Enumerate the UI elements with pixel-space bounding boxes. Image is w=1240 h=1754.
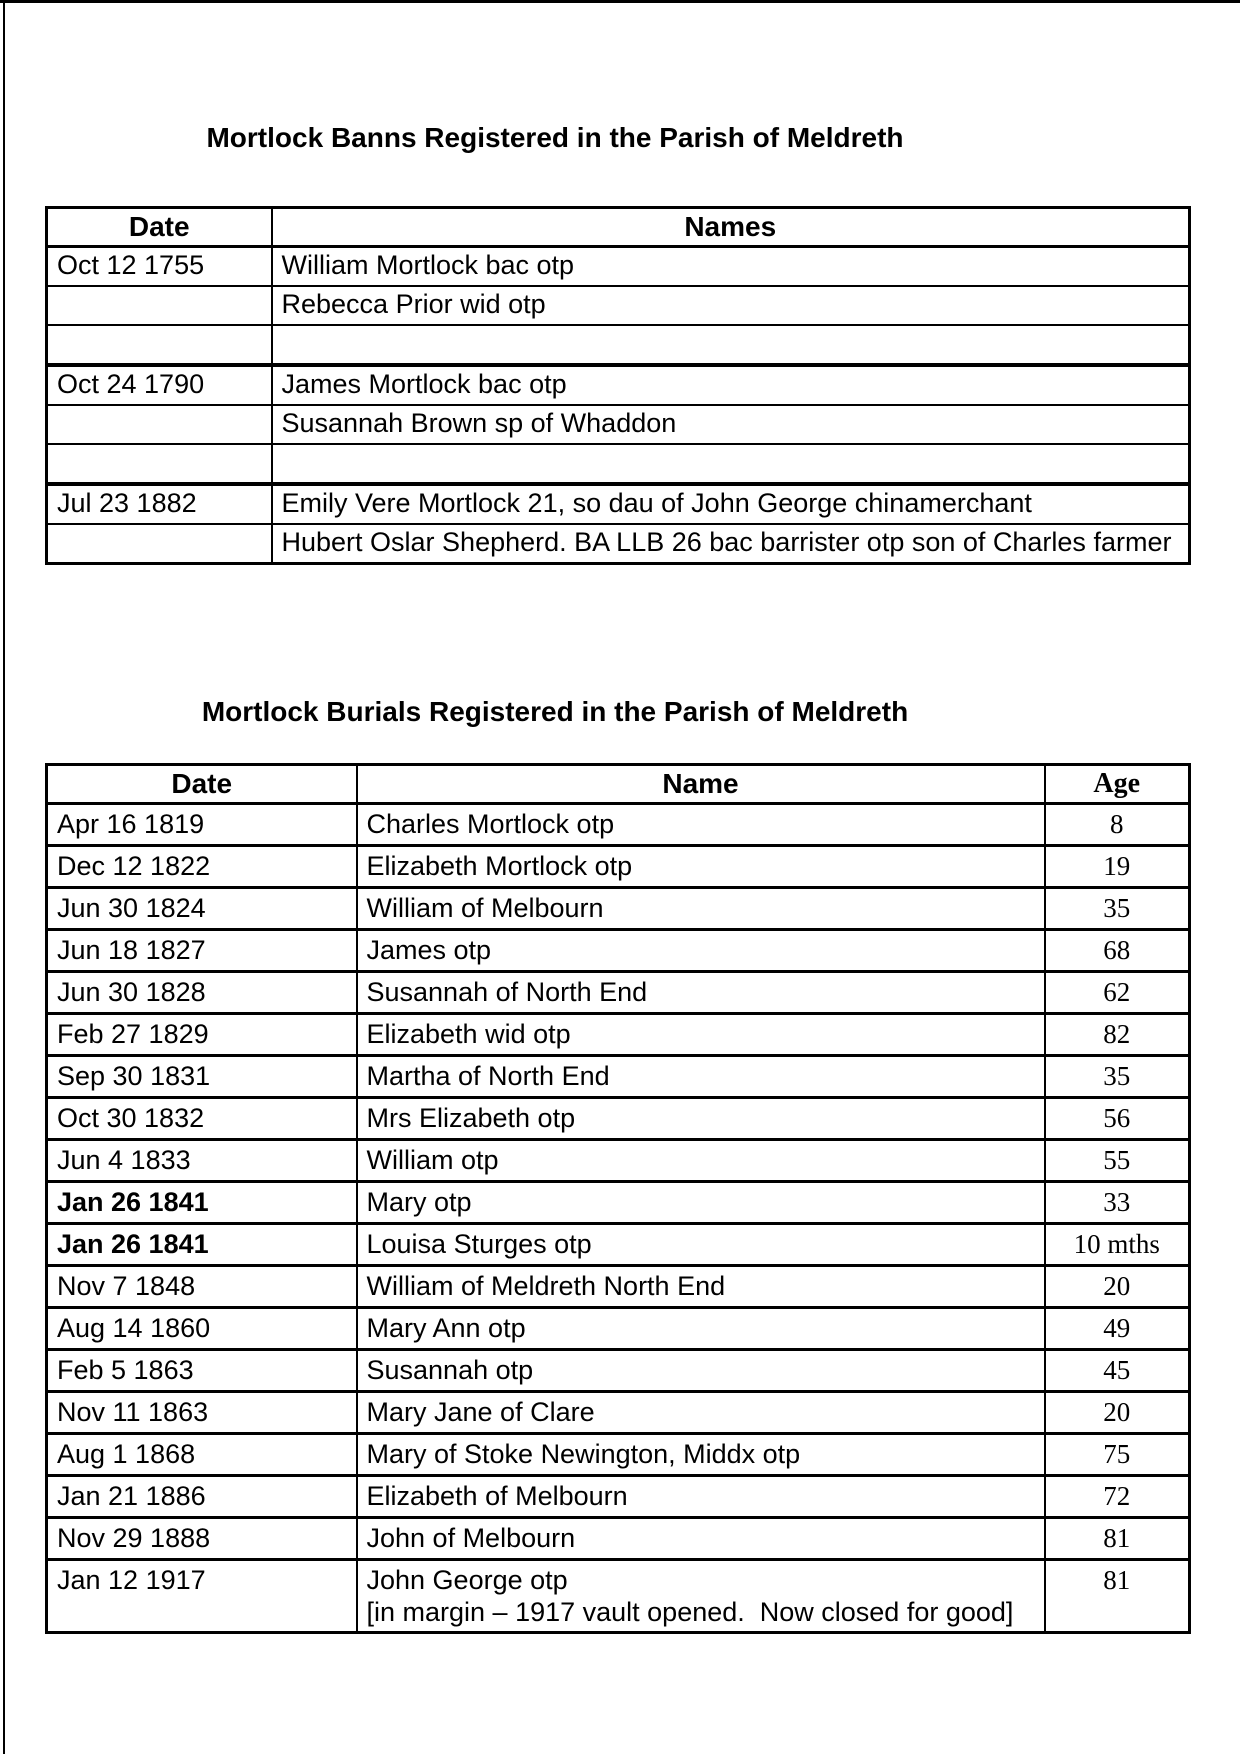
- date-cell: Nov 29 1888: [47, 1518, 357, 1560]
- table-row: [47, 1140, 1190, 1182]
- name-cell: James Mortlock bac otp: [272, 365, 1190, 405]
- date-cell: Jan 26 1841: [47, 1182, 357, 1224]
- banns-date-header: Date: [47, 208, 272, 247]
- margin-note: [in margin – 1917 vault opened. Now closed for good]: [366, 1597, 1014, 1627]
- table-row: [47, 1014, 1190, 1056]
- table-row: [47, 1056, 1190, 1098]
- table-row: [47, 1098, 1190, 1140]
- date-cell: Oct 30 1832: [47, 1098, 357, 1140]
- burials-title: Mortlock Burials Registered in the Parish of Meldreth: [201, 696, 909, 727]
- date-cell: Oct 12 1755: [47, 247, 272, 287]
- banns-table: [45, 206, 1191, 565]
- table-row: [47, 1518, 1190, 1560]
- name-cell: Mary Ann otp: [357, 1308, 1045, 1350]
- name-cell: Susannah of North End: [357, 972, 1045, 1014]
- table-row: [47, 405, 1190, 444]
- date-cell: Jul 23 1882: [47, 484, 272, 524]
- date-cell: Apr 16 1819: [47, 804, 357, 846]
- table-row: [47, 930, 1190, 972]
- date-cell: Sep 30 1831: [47, 1056, 357, 1098]
- date-cell: Jun 30 1824: [47, 888, 357, 930]
- name-cell: Elizabeth Mortlock otp: [357, 846, 1045, 888]
- date-cell: Dec 12 1822: [47, 846, 357, 888]
- table-row: [47, 804, 1190, 846]
- name-cell: Elizabeth of Melbourn: [357, 1476, 1045, 1518]
- age-cell: 49: [1045, 1308, 1190, 1350]
- table-row: [47, 365, 1190, 405]
- age-cell: 33: [1045, 1182, 1190, 1224]
- age-cell: 81: [1045, 1560, 1190, 1633]
- page-border-left: [3, 0, 5, 1754]
- name-cell: Emily Vere Mortlock 21, so dau of John George chinamerchant: [272, 484, 1190, 524]
- date-cell: Jan 21 1886: [47, 1476, 357, 1518]
- burials-table-body: [47, 804, 1190, 1633]
- header-row: [47, 765, 1190, 804]
- banns-names-header: Names: [272, 208, 1190, 247]
- name-cell: Susannah otp: [357, 1350, 1045, 1392]
- name-cell: [272, 325, 1190, 365]
- name-cell: Hubert Oslar Shepherd. BA LLB 26 bac barrister otp son of Charles farmer: [272, 524, 1190, 564]
- name-cell: Rebecca Prior wid otp: [272, 286, 1190, 325]
- burials-date-header: Date: [47, 765, 357, 804]
- date-cell: Oct 24 1790: [47, 365, 272, 405]
- header-row: [47, 208, 1190, 247]
- age-cell: 68: [1045, 930, 1190, 972]
- banns-title: Mortlock Banns Registered in the Parish of Meldreth: [206, 122, 904, 153]
- date-cell: [47, 286, 272, 325]
- name-cell: Elizabeth wid otp: [357, 1014, 1045, 1056]
- name-cell: William of Melbourn: [357, 888, 1045, 930]
- age-cell: 82: [1045, 1014, 1190, 1056]
- table-row: [47, 286, 1190, 325]
- age-cell: 10 mths: [1045, 1224, 1190, 1266]
- date-cell: [47, 524, 272, 564]
- age-cell: 20: [1045, 1266, 1190, 1308]
- name-cell: Mary otp: [357, 1182, 1045, 1224]
- table-row: [47, 1182, 1190, 1224]
- date-cell: [47, 444, 272, 484]
- name-cell: Charles Mortlock otp: [357, 804, 1045, 846]
- name-cell: Mary Jane of Clare: [357, 1392, 1045, 1434]
- table-row: [47, 484, 1190, 524]
- name-cell: James otp: [357, 930, 1045, 972]
- date-cell: Nov 11 1863: [47, 1392, 357, 1434]
- date-cell: [47, 325, 272, 365]
- age-cell: 45: [1045, 1350, 1190, 1392]
- table-row: [47, 1476, 1190, 1518]
- table-row: [47, 325, 1190, 365]
- date-cell: Jun 4 1833: [47, 1140, 357, 1182]
- table-row: [47, 1392, 1190, 1434]
- name-cell: William Mortlock bac otp: [272, 247, 1190, 287]
- banns-table-body: [47, 247, 1190, 564]
- age-cell: 8: [1045, 804, 1190, 846]
- age-cell: 19: [1045, 846, 1190, 888]
- age-cell: 20: [1045, 1392, 1190, 1434]
- table-row: [47, 444, 1190, 484]
- name-cell: Mrs Elizabeth otp: [357, 1098, 1045, 1140]
- name-cell: William of Meldreth North End: [357, 1266, 1045, 1308]
- name-cell: Louisa Sturges otp: [357, 1224, 1045, 1266]
- table-row: [47, 888, 1190, 930]
- table-row: [47, 1224, 1190, 1266]
- date-cell: Aug 14 1860: [47, 1308, 357, 1350]
- age-cell: 56: [1045, 1098, 1190, 1140]
- page-border-top: [0, 0, 1240, 3]
- date-cell: [47, 405, 272, 444]
- date-cell: Jan 12 1917: [47, 1560, 357, 1633]
- age-cell: 62: [1045, 972, 1190, 1014]
- table-row: [47, 247, 1190, 287]
- table-row: [47, 1266, 1190, 1308]
- burials-table: [45, 763, 1191, 1634]
- burials-age-header: Age: [1045, 765, 1190, 804]
- date-cell: Jun 18 1827: [47, 930, 357, 972]
- name-cell: Martha of North End: [357, 1056, 1045, 1098]
- table-row: [47, 1560, 1190, 1633]
- name-cell: John of Melbourn: [357, 1518, 1045, 1560]
- name-cell: John George otp [in margin – 1917 vault opened. Now closed for good]: [357, 1560, 1045, 1633]
- name-cell: William otp: [357, 1140, 1045, 1182]
- name-cell: Susannah Brown sp of Whaddon: [272, 405, 1190, 444]
- table-row: [47, 1434, 1190, 1476]
- table-row: [47, 972, 1190, 1014]
- table-row: [47, 1350, 1190, 1392]
- table-row: [47, 846, 1190, 888]
- date-cell: Aug 1 1868: [47, 1434, 357, 1476]
- age-cell: 55: [1045, 1140, 1190, 1182]
- age-cell: 35: [1045, 888, 1190, 930]
- age-cell: 81: [1045, 1518, 1190, 1560]
- burials-table-header: [47, 765, 1190, 804]
- age-cell: 35: [1045, 1056, 1190, 1098]
- table-row: [47, 1308, 1190, 1350]
- date-cell: Feb 5 1863: [47, 1350, 357, 1392]
- burials-name-header: Name: [357, 765, 1045, 804]
- date-cell: Nov 7 1848: [47, 1266, 357, 1308]
- name-cell: [272, 444, 1190, 484]
- age-cell: 72: [1045, 1476, 1190, 1518]
- name-cell: Mary of Stoke Newington, Middx otp: [357, 1434, 1045, 1476]
- age-cell: 75: [1045, 1434, 1190, 1476]
- banns-table-header: [47, 208, 1190, 247]
- date-cell: Jun 30 1828: [47, 972, 357, 1014]
- table-row: [47, 524, 1190, 564]
- date-cell: Feb 27 1829: [47, 1014, 357, 1056]
- date-cell: Jan 26 1841: [47, 1224, 357, 1266]
